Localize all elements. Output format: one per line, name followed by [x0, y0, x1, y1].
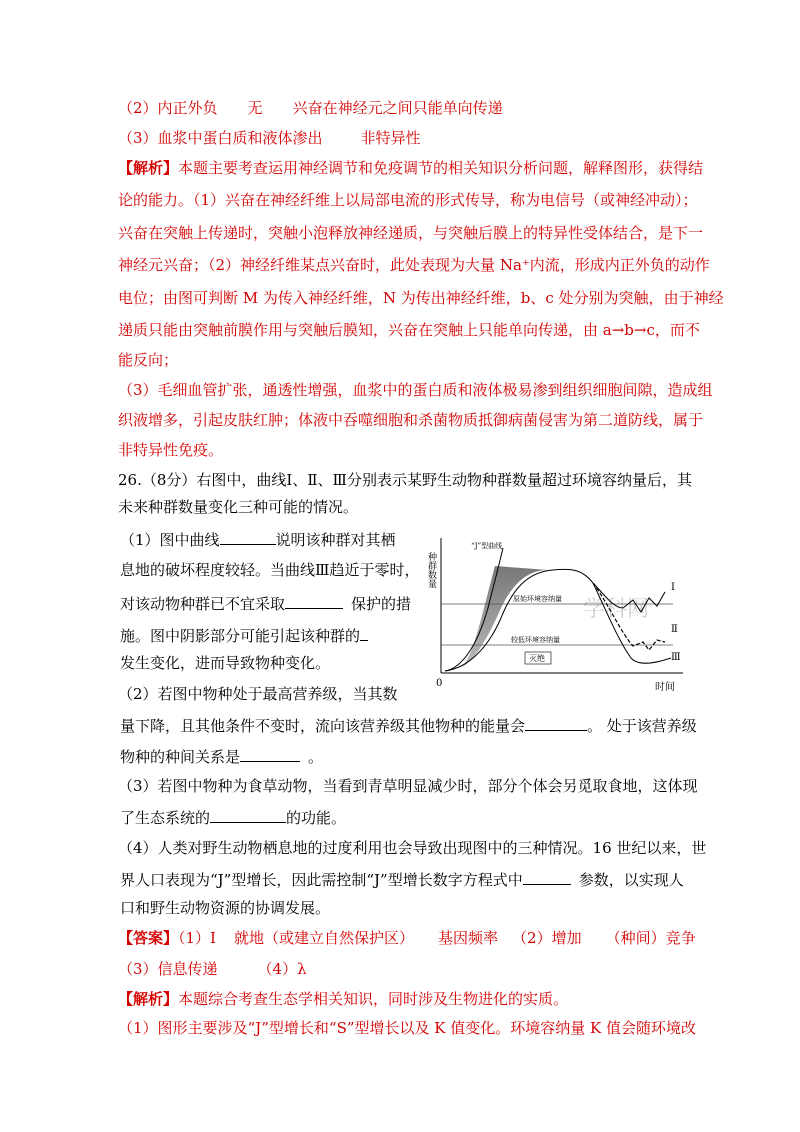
q26-sub3-text-b: 了生态系统的	[120, 809, 211, 827]
answer-blank-3[interactable]	[360, 624, 368, 641]
answer-26-1: （1）Ⅰ	[178, 929, 216, 947]
answer-2-part1: （2）内正外负	[118, 99, 218, 117]
answer-26-7: （4）λ	[257, 960, 307, 978]
answer-26-line-1	[118, 928, 696, 948]
question-26-line-2: 未来种群数量变化三种可能的情况。	[118, 498, 359, 516]
y-axis-label: 种群数量	[426, 552, 436, 588]
analysis-26-line-1	[118, 989, 568, 1009]
answer-blank-2[interactable]	[285, 592, 343, 609]
lower-capacity-label: 较低环境容纳量	[511, 636, 560, 644]
q26-sub3-line-2	[120, 806, 346, 828]
q26-sub2-line-3	[120, 745, 323, 767]
answer-26-2: 就地（或建立自然保护区）	[234, 929, 415, 947]
analysis-prev-line-9: 织液增多，引起皮肤红肿；体液中吞噬细胞和杀菌物质抵御病菌侵害为第二道防线，属于	[118, 411, 704, 429]
analysis-prev-line-5: 电位；由图可判断 M 为传入神经纤维，N 为传出神经纤维，b、c 处分别为突触，由于神经	[118, 289, 724, 307]
q26-sub1-line-1	[120, 528, 396, 550]
answer-line-3	[118, 128, 421, 148]
answer-26-6: （3）信息传递	[118, 960, 218, 978]
answer-blank-5[interactable]	[240, 745, 300, 762]
s-curve	[445, 569, 593, 671]
q26-sub1-text-e: 保护的措	[351, 595, 412, 613]
question-26-line-1: 26.（8分）右图中，曲线Ⅰ、Ⅱ、Ⅲ分别表示某野生动物种群数量超过环境容纳量后，其	[118, 471, 692, 489]
j-curve-label: “J”型曲线	[471, 542, 503, 550]
answer-line-2	[118, 98, 503, 118]
original-capacity-label: 原始环境容纳量	[513, 595, 562, 603]
answer-2-part3: 兴奋在神经元之间只能单向传递	[292, 99, 503, 117]
q26-sub4-line-3: 口和野生动物资源的协调发展。	[120, 899, 331, 917]
analysis-prev-line-6: 递质只能由突触前膜作用与突触后膜知，兴奋在突触上只能单向传递，由 a→b→c，而不	[118, 321, 700, 339]
q26-sub1-line-2: 息地的破坏程度较轻。当曲线Ⅲ趋近于零时，	[120, 561, 420, 579]
analysis-26-line-2: （1）图形主要涉及“J”型增长和“S”型增长以及 K 值变化。环境容纳量 K 值会随环境改	[118, 1019, 696, 1037]
answer-blank-7[interactable]	[523, 868, 571, 885]
answer-26-3: 基因频率	[438, 929, 499, 947]
answer-2-part2: 无	[247, 99, 263, 117]
analysis-prev-line-4: 神经元兴奋；（2）神经纤维某点兴奋时，此处表现为大量 Na⁺内流，形成内正外负的动作	[118, 256, 710, 274]
q26-sub1-text-d: 对该动物种群已不宜采取	[120, 595, 286, 613]
analysis-prev-line-2: 论的能力。（1）兴奋在神经纤维上以局部电流的形式传导，称为电信号（或神经冲动）；	[118, 191, 698, 209]
extinct-label: 灭绝	[529, 654, 545, 663]
q26-sub2-line-2	[120, 714, 697, 736]
q26-sub3-line-1: （3）若图中物种为食草动物，当看到青草明显减少时，部分个体会另觅取食地，这体现	[118, 777, 698, 795]
q26-sub1-text-f: 施。图中阴影部分可能引起该种群的	[120, 627, 361, 645]
q26-sub4-line-2	[120, 868, 684, 890]
q26-sub4-text-c: 参数，以实现人	[578, 871, 684, 889]
answer-tag: 【答案】	[118, 929, 179, 947]
curve-I-label: Ⅰ	[671, 582, 675, 593]
q26-sub2-line-1: （2）若图中物种处于最高营养级，当其数	[118, 685, 398, 703]
analysis-26-tag: 【解析】	[118, 990, 179, 1008]
q26-sub2-text-c: 。 处于该营养级	[587, 717, 697, 735]
q26-sub2-text-e: 。	[308, 748, 324, 766]
answer-3-part2: 非特异性	[360, 129, 421, 147]
q26-sub1-line-3	[120, 592, 411, 614]
origin-label: 0	[436, 678, 443, 689]
answer-3-part1: （3）血浆中蛋白质和液体渗出	[118, 129, 323, 147]
answer-26-5: （种间）竞争	[605, 929, 696, 947]
watermark: 学科网	[583, 596, 650, 621]
answer-blank-4[interactable]	[525, 714, 587, 731]
curve-II-label: Ⅱ	[671, 624, 678, 635]
analysis-prev-line-7: 能反向；	[118, 351, 179, 369]
q26-sub1-line-5: 发生变化，进而导致物种变化。	[120, 654, 331, 672]
answer-26-4: （2）增加	[512, 929, 582, 947]
q26-sub4-line-1: （4）人类对野生动物栖息地的过度利用也会导致出现图中的三种情况。16 世纪以来，世	[118, 839, 707, 857]
analysis-26-text-1: 本题综合考查生态学相关知识，同时涉及生物进化的实质。	[178, 990, 569, 1008]
q26-sub1-text-a: （1）图中曲线	[120, 531, 220, 549]
population-curve-figure	[426, 528, 688, 698]
answer-blank-6[interactable]	[210, 806, 286, 823]
analysis-prev-text-1: 本题主要考查运用神经调节和免疫调节的相关知识分析问题，解释图形，获得结	[178, 159, 704, 177]
q26-sub2-text-d: 物种的种间关系是	[120, 748, 241, 766]
q26-sub2-text-b: 量下降，且其他条件不变时，流向该营养级其他物种的能量会	[120, 717, 526, 735]
q26-sub4-text-b: 界人口表现为“J”型增长，因此需控制“J”型增长数字方程式中	[120, 871, 523, 889]
analysis-tag: 【解析】	[118, 159, 179, 177]
analysis-prev-line-10: 非特异性免疫。	[118, 441, 224, 459]
answer-blank-1[interactable]	[220, 528, 276, 545]
analysis-prev-line-8: （3）毛细血管扩张，通透性增强，血浆中的蛋白质和液体极易渗到组织细胞间隙，造成组	[118, 381, 713, 399]
analysis-prev-line-3: 兴奋在突触上传递时，突触小泡释放神经递质，与突触后膜上的特异性受体结合，是下一	[118, 224, 704, 242]
q26-sub1-line-4	[120, 624, 368, 646]
answer-26-line-2	[118, 959, 307, 979]
x-axis-label: 时间	[655, 682, 675, 693]
q26-sub3-text-c: 的功能。	[286, 809, 347, 827]
analysis-prev-line-1	[118, 158, 703, 178]
q26-sub1-text-b: 说明该种群对其栖	[275, 531, 396, 549]
curve-III-label: Ⅲ	[671, 652, 681, 663]
